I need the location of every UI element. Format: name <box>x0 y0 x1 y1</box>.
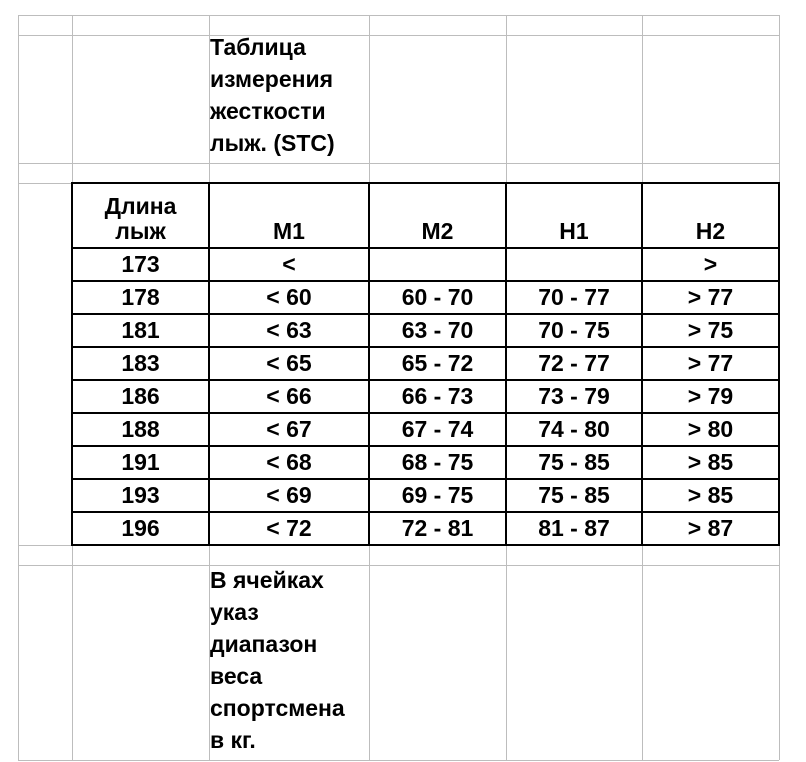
table-cell: 72 - 77 <box>538 350 610 376</box>
table-cell: > 79 <box>687 383 734 409</box>
table-cell: 191 <box>121 449 160 475</box>
table-cell: 178 <box>121 284 160 310</box>
gridline <box>18 760 779 761</box>
table-header-cell: H2 <box>695 218 726 244</box>
table-cell: < 65 <box>266 350 312 376</box>
table-cell: 183 <box>121 350 160 376</box>
table-cell: 196 <box>121 515 160 541</box>
table-cell: 65 - 72 <box>401 350 474 376</box>
table-cell: 188 <box>121 416 160 442</box>
table-cell: 75 - 85 <box>538 449 610 475</box>
table-cell: 173 <box>121 251 160 277</box>
table-cell <box>506 248 642 281</box>
table-cell: > 75 <box>687 317 734 343</box>
table-cell: > 85 <box>687 482 734 508</box>
gridline <box>18 15 19 760</box>
table-cell: > 80 <box>687 416 734 442</box>
table-cell: 81 - 87 <box>538 515 610 541</box>
table-cell: 193 <box>121 482 160 508</box>
table-cell: 66 - 73 <box>401 383 474 409</box>
table-cell: < 66 <box>266 383 312 409</box>
table-cell: < 60 <box>266 284 312 310</box>
table-cell: > 77 <box>687 284 734 310</box>
gridline <box>18 565 779 566</box>
table-cell: < <box>282 251 296 277</box>
table-cell: 73 - 79 <box>538 383 610 409</box>
table-cell: < 67 <box>266 416 312 442</box>
table-cell: > 77 <box>687 350 734 376</box>
table-cell: 70 - 75 <box>538 317 610 343</box>
gridline <box>18 163 779 164</box>
table-cell: 74 - 80 <box>538 416 610 442</box>
table-cell: > <box>703 251 718 277</box>
table-cell: > 85 <box>687 449 734 475</box>
table-cell <box>369 248 506 281</box>
table-title: Таблица измерения жесткости лыж. (STC) <box>210 34 335 156</box>
note-text: В ячейках указ диапазон веса спортсмена в кг. <box>210 567 345 753</box>
table-cell: < 68 <box>266 449 312 475</box>
table-cell: 63 - 70 <box>401 317 474 343</box>
table-cell: 186 <box>121 383 160 409</box>
table-cell: < 72 <box>266 515 312 541</box>
table-cell: 75 - 85 <box>538 482 610 508</box>
table-cell: 67 - 74 <box>401 416 474 442</box>
table-header-cell: H1 <box>559 218 589 244</box>
table-cell: 69 - 75 <box>401 482 474 508</box>
table-cell: 181 <box>121 317 160 343</box>
table-cell: 60 - 70 <box>401 284 474 310</box>
table-cell: > 87 <box>687 515 734 541</box>
table-header-cell: M1 <box>273 218 305 244</box>
table-header-cell: Длина лыж <box>104 193 177 244</box>
table-cell: < 63 <box>266 317 312 343</box>
table-cell: 72 - 81 <box>401 515 474 541</box>
table-cell: < 69 <box>266 482 312 508</box>
gridline <box>18 35 779 36</box>
table-cell: 68 - 75 <box>401 449 474 475</box>
table-header-cell: M2 <box>421 218 454 244</box>
gridline <box>18 15 779 16</box>
table-cell: 70 - 77 <box>538 284 610 310</box>
